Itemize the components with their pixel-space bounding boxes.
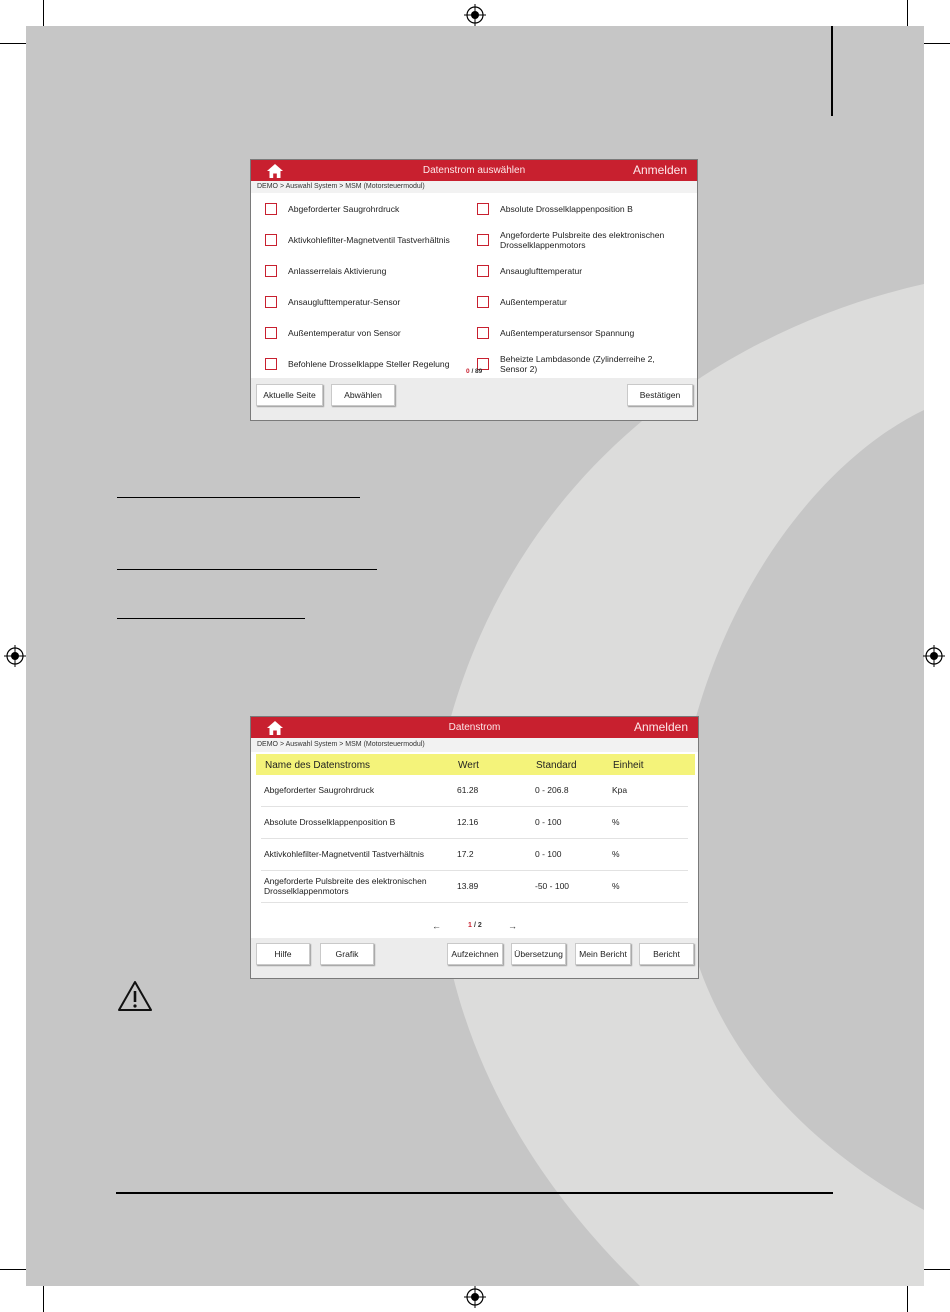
datastream-standard: 0 - 100 <box>535 849 562 859</box>
my-report-button[interactable]: Mein Bericht <box>575 943 631 965</box>
title-bar <box>251 160 697 181</box>
datastream-value: 12.16 <box>457 817 479 827</box>
button-bar <box>251 378 697 421</box>
crop-mark <box>43 0 44 26</box>
crop-mark <box>924 1269 950 1270</box>
datastream-option[interactable] <box>265 358 470 370</box>
checkbox[interactable] <box>265 327 277 339</box>
translate-button[interactable]: Übersetzung <box>511 943 566 965</box>
rule-line <box>117 569 377 570</box>
registration-mark-icon <box>4 645 26 667</box>
datastream-option[interactable] <box>265 234 470 246</box>
checkbox[interactable] <box>477 203 489 215</box>
crop-mark <box>0 1269 26 1270</box>
datastream-unit: Kpa <box>612 785 628 795</box>
checkbox[interactable] <box>477 327 489 339</box>
checkbox[interactable] <box>265 296 277 308</box>
title-bar <box>251 717 698 738</box>
rule-line <box>117 497 360 498</box>
crop-mark <box>907 1286 908 1312</box>
option-label: Außentemperatursensor Spannung <box>500 328 635 338</box>
datastream-name: Aktivkohlefilter-Magnetventil Tastverhältnis <box>264 849 424 859</box>
page-total: / 2 <box>474 922 482 929</box>
datastream-select-screen <box>250 159 698 421</box>
table-row[interactable] <box>261 839 688 871</box>
selected-count: 0 <box>466 368 470 375</box>
rule-line <box>117 618 305 619</box>
record-button[interactable]: Aufzeichnen <box>447 943 503 965</box>
report-button[interactable]: Bericht <box>639 943 694 965</box>
datastream-value: 13.89 <box>457 881 479 891</box>
total-count: / 89 <box>471 368 483 375</box>
datastream-option[interactable] <box>265 327 470 339</box>
column-header-name: Name des Datenstroms <box>265 760 371 771</box>
button-bar <box>251 938 698 979</box>
checkbox[interactable] <box>265 265 277 277</box>
table-row[interactable] <box>261 807 688 839</box>
column-header-standard: Standard <box>536 760 577 771</box>
next-page-arrow-icon[interactable]: → <box>508 921 517 931</box>
footer-rule <box>116 1192 833 1194</box>
crop-mark <box>924 43 950 44</box>
registration-mark-icon <box>464 4 486 26</box>
datastream-name: Absolute Drosselklappenposition B <box>264 817 396 827</box>
checkbox[interactable] <box>265 234 277 246</box>
warning-icon <box>117 980 153 1012</box>
login-link[interactable]: Anmelden <box>633 720 688 734</box>
option-label: Absolute Drosselklappenposition B <box>500 204 633 214</box>
datastream-option[interactable] <box>265 265 470 277</box>
datastream-unit: % <box>612 849 620 859</box>
confirm-button[interactable]: Bestätigen <box>627 384 693 406</box>
option-label: Angeforderte Pulsbreite des elektronischen Drosselklappenmotors <box>500 230 665 250</box>
datastream-standard: 0 - 206.8 <box>535 785 569 795</box>
current-page-button[interactable]: Aktuelle Seite <box>256 384 323 406</box>
crop-mark <box>0 43 26 44</box>
table-header <box>256 754 695 775</box>
option-label: Beheizte Lambdasonde (Zylinderreihe 2, Sensor 2) <box>500 354 655 374</box>
datastream-unit: % <box>612 881 620 891</box>
column-header-unit: Einheit <box>613 760 644 771</box>
column-header-value: Wert <box>458 760 479 771</box>
graph-button[interactable]: Grafik <box>320 943 374 965</box>
registration-mark-icon <box>923 645 945 667</box>
datastream-standard: -50 - 100 <box>535 881 570 891</box>
help-button[interactable]: Hilfe <box>256 943 310 965</box>
datastream-option[interactable] <box>477 265 682 277</box>
crop-mark <box>907 0 908 26</box>
datastream-option[interactable] <box>477 230 682 250</box>
login-link[interactable]: Anmelden <box>632 163 687 177</box>
option-label: Anlasserrelais Aktivierung <box>288 266 387 276</box>
checkbox[interactable] <box>265 203 277 215</box>
prev-page-arrow-icon[interactable]: ← <box>432 921 441 931</box>
checkbox[interactable] <box>477 296 489 308</box>
breadcrumb: DEMO > Auswahl System > MSM (Motorsteuermodul) <box>251 181 697 193</box>
screen-title: Datenstrom auswählen <box>422 165 526 176</box>
checkbox[interactable] <box>265 358 277 370</box>
datastream-option[interactable] <box>477 327 682 339</box>
datastream-name: Abgeforderter Saugrohrdruck <box>264 785 375 795</box>
datastream-option[interactable] <box>477 354 682 374</box>
checkbox[interactable] <box>477 265 489 277</box>
datastream-unit: % <box>612 817 620 827</box>
pagination <box>251 922 698 934</box>
datastream-standard: 0 - 100 <box>535 817 562 827</box>
option-label: Aktivkohlefilter-Magnetventil Tastverhältnis <box>288 235 450 245</box>
table-row[interactable] <box>261 871 688 903</box>
datastream-option[interactable] <box>477 203 682 215</box>
page-current: 1 <box>468 922 472 929</box>
selection-counter <box>466 368 482 375</box>
screen-title: Datenstrom <box>448 722 501 733</box>
datastream-screen <box>250 716 699 979</box>
datastream-option[interactable] <box>265 203 470 215</box>
datastream-value: 17.2 <box>457 849 474 859</box>
table-row[interactable] <box>261 775 688 807</box>
breadcrumb: DEMO > Auswahl System > MSM (Motorsteuermodul) <box>251 738 698 752</box>
option-label: Außentemperatur <box>500 297 567 307</box>
option-label: Außentemperatur von Sensor <box>288 328 401 338</box>
crop-mark <box>43 1286 44 1312</box>
datastream-option[interactable] <box>477 296 682 308</box>
option-label: Ansauglufttemperatur <box>500 266 583 276</box>
datastream-option[interactable] <box>265 296 470 308</box>
deselect-button[interactable]: Abwählen <box>331 384 395 406</box>
option-label: Abgeforderter Saugrohrdruck <box>288 204 400 214</box>
registration-mark-icon <box>464 1286 486 1308</box>
option-label: Ansauglufttemperatur-Sensor <box>288 297 401 307</box>
datastream-name: Angeforderte Pulsbreite des elektronischen Drosselklappenmotors <box>264 876 427 896</box>
datastream-value: 61.28 <box>457 785 479 795</box>
option-label: Befohlene Drosselklappe Steller Regelung <box>288 359 450 369</box>
page-edge-line <box>831 26 833 116</box>
checkbox[interactable] <box>477 234 489 246</box>
